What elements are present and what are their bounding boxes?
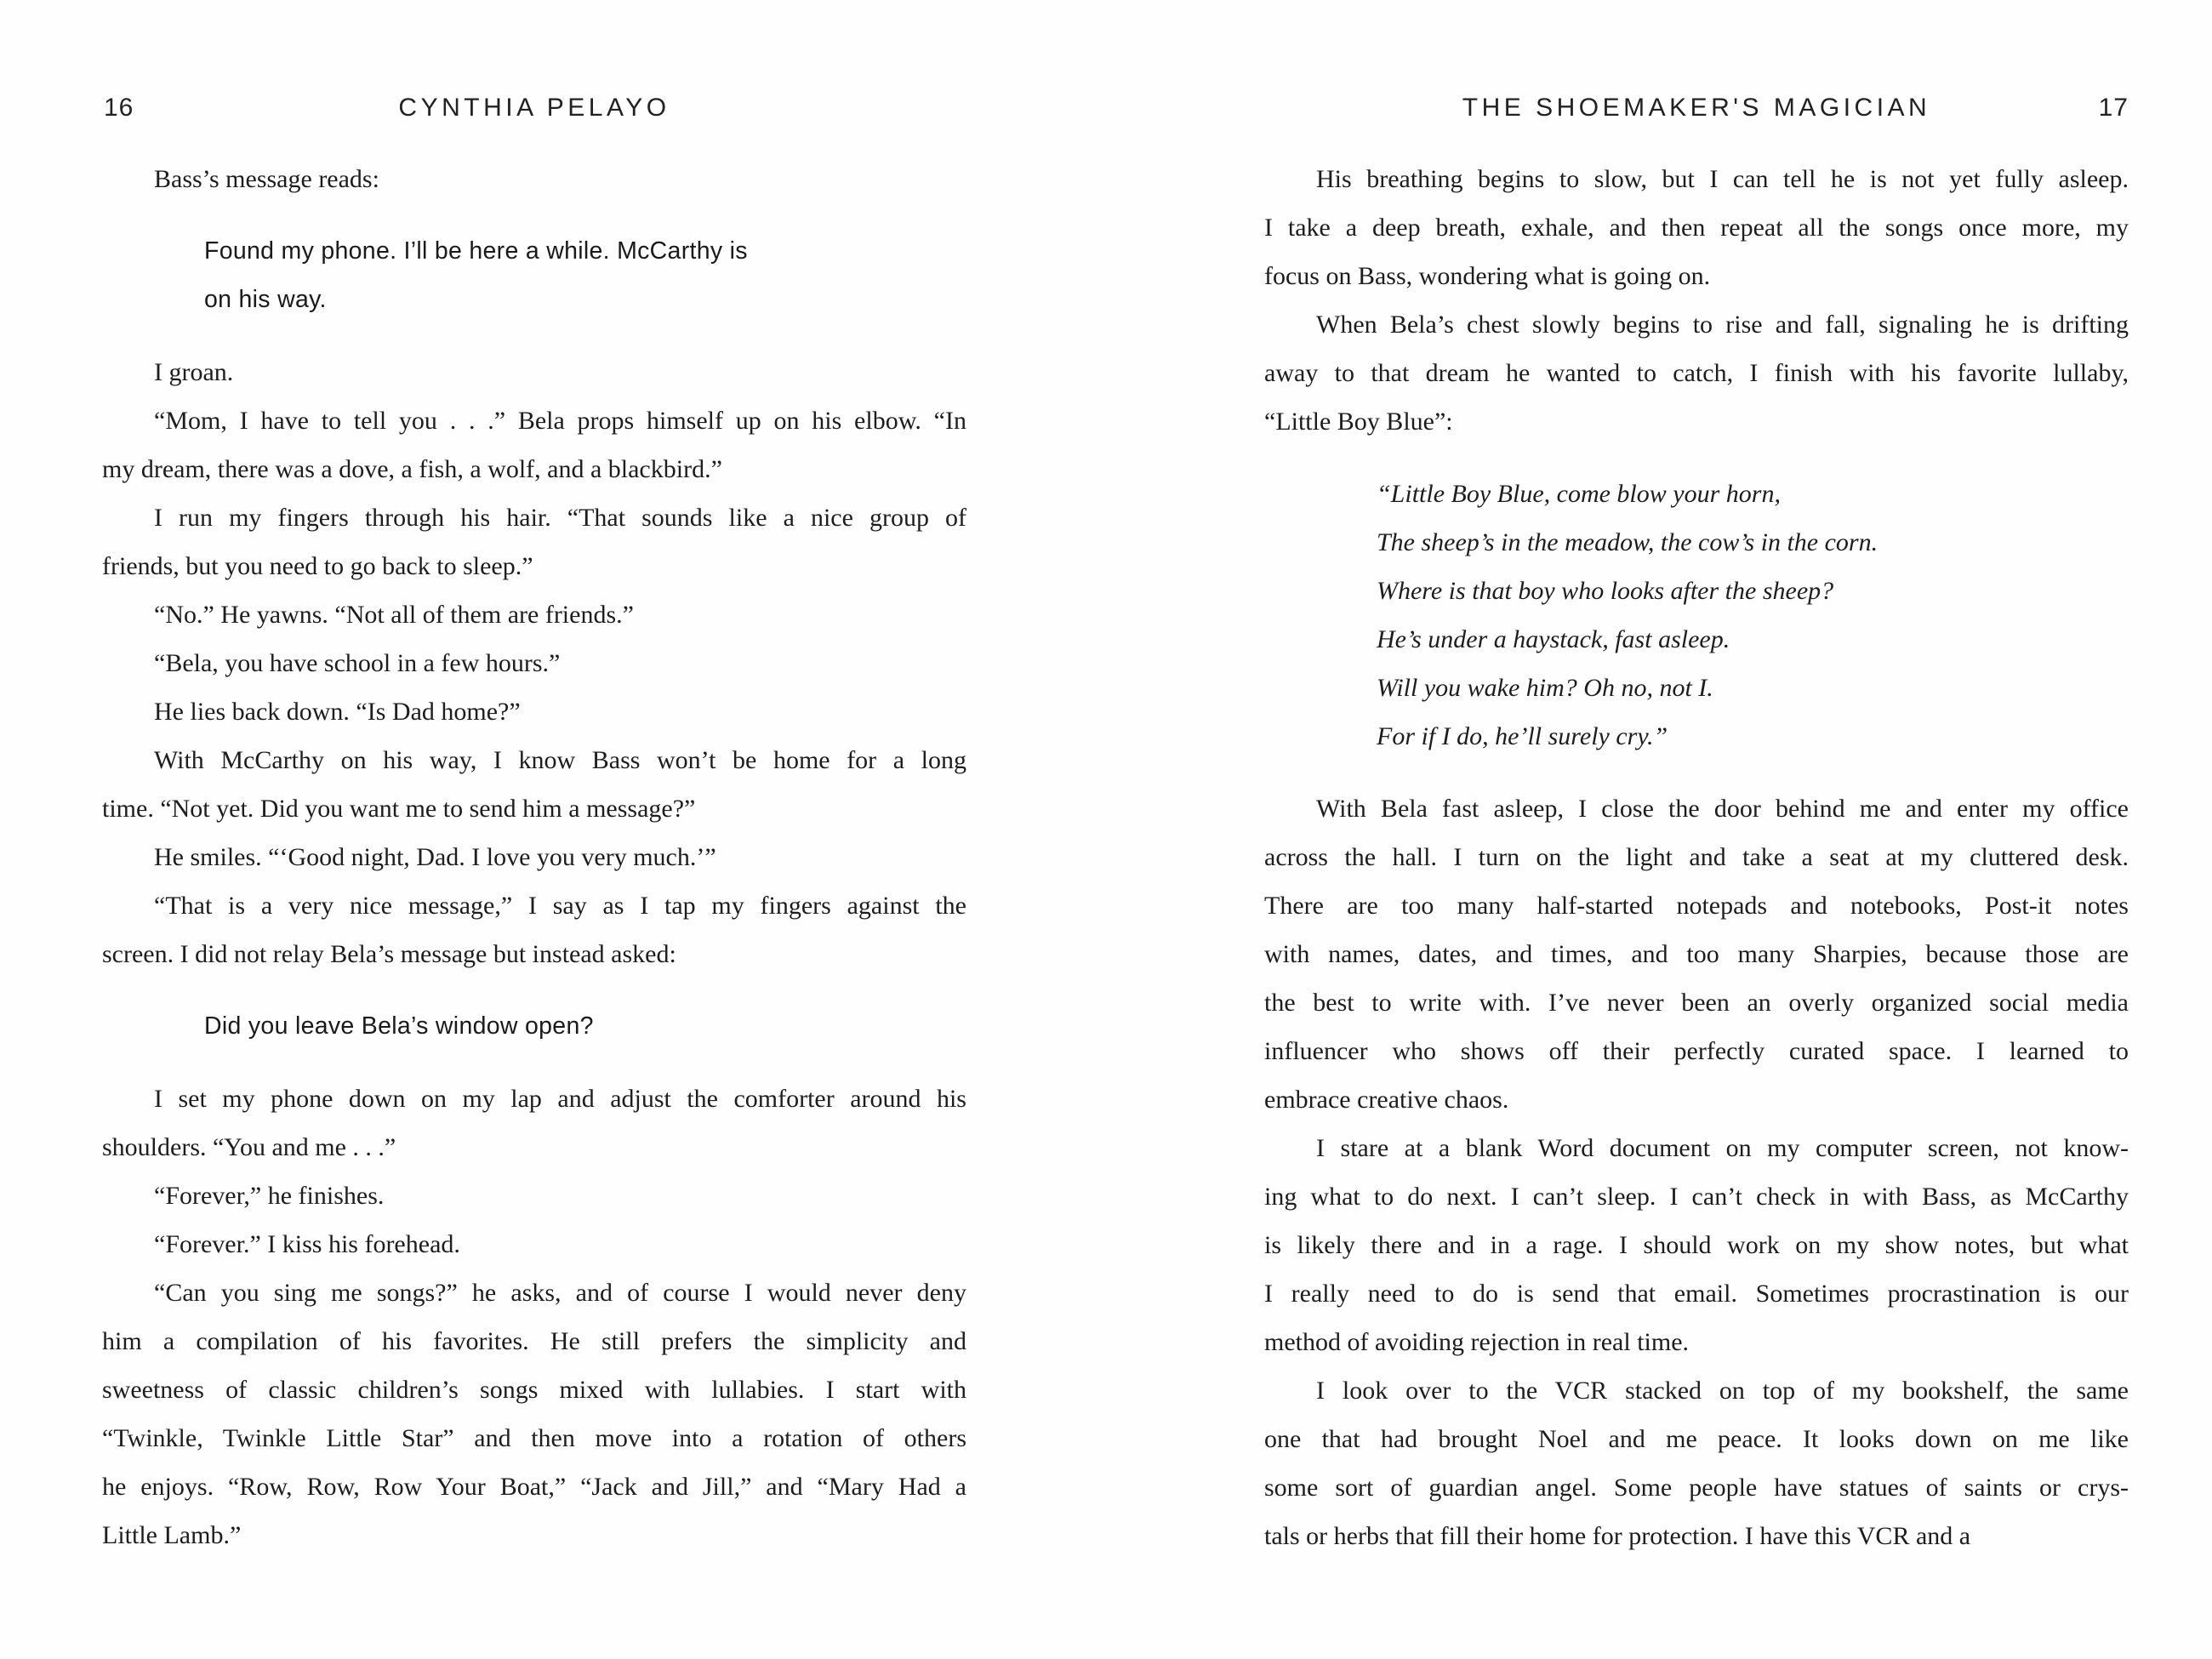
body-block [102,1172,966,1220]
text-line: shoulders. “You and me . . .” [102,1133,396,1161]
body-block [1264,784,2129,1124]
text-line: him a compilation of his favorites. He still prefers the simplicity and [102,1327,966,1355]
message-block [204,1002,915,1051]
text-line: sweetness of classic children’s songs mixed with lullabies. I start with [102,1376,966,1404]
text-line: There are too many half-started notepads and notebooks, Post-it notes [1264,892,2129,920]
body-block [102,590,966,639]
text-line: time. “Not yet. Did you want me to send him a message?” [102,795,696,823]
body-block [1264,1366,2129,1560]
text-line: friends, but you need to go back to sleep.” [102,552,533,580]
text-line: “Mom, I have to tell you . . .” Bela props himself up on his elbow. “In [154,407,966,435]
text-line: I groan. [154,358,234,386]
text-line: He smiles. “‘Good night, Dad. I love you very much.’” [154,843,716,871]
text-line: I take a deep breath, exhale, and then repeat all the songs once more, my [1264,214,2129,242]
text-line: I look over to the VCR stacked on top of my bookshelf, the same [1316,1377,2129,1405]
text-line: The sheep’s in the meadow, the cow’s in the corn. [1377,528,1878,556]
text-line: With McCarthy on his way, I know Bass won’t be home for a long [154,746,966,774]
text-line: Did you leave Bela’s window open? [204,1012,594,1040]
body-block [102,639,966,687]
running-head-title: THE SHOEMAKER'S MAGICIAN [1462,94,1931,122]
text-line: Bass’s message reads: [154,165,379,193]
text-line: When Bela’s chest slowly begins to rise and fall, signaling he is drifting [1316,311,2129,339]
body-block [102,493,966,590]
left-page-body [102,155,966,1559]
left-page-header [102,87,966,129]
body-block [102,736,966,833]
text-line: influencer who shows off their perfectly curated space. I learned to [1264,1037,2129,1065]
text-line: screen. I did not relay Bela’s message but instead asked: [102,940,676,968]
text-line: “Twinkle, Twinkle Little Star” and then move into a rotation of others [102,1424,966,1452]
text-line: focus on Bass, wondering what is going on. [1264,262,1711,290]
text-line: “Can you sing me songs?” he asks, and of course I would never deny [154,1279,966,1307]
text-line: “That is a very nice message,” I say as I tap my fingers against the [154,892,966,920]
text-line: he enjoys. “Row, Row, Row Your Boat,” “Jack and Jill,” and “Mary Had a [102,1473,966,1501]
text-line: “Little Boy Blue, come blow your horn, [1377,480,1781,508]
text-line: I really need to do is send that email. Sometimes procrastination is our [1264,1280,2129,1308]
text-line: I set my phone down on my lap and adjust the comforter around his [154,1085,966,1113]
body-block [102,396,966,493]
text-line: method of avoiding rejection in real time. [1264,1328,1690,1356]
body-block [102,881,966,978]
right-page [1264,0,2129,1659]
verse-block [1377,470,2129,761]
text-line: Will you wake him? Oh no, not I. [1377,674,1713,702]
page-number-left: 16 [104,94,134,122]
body-block [102,687,966,736]
text-line: Where is that boy who looks after the sheep? [1377,577,1834,605]
body-block [102,348,966,396]
message-block [204,227,915,324]
text-line: “Forever.” I kiss his forehead. [154,1230,460,1258]
body-block [102,155,966,203]
text-line: His breathing begins to slow, but I can tell he is not yet fully asleep. [1316,165,2129,193]
text-line: tals or herbs that fill their home for protection. I have this VCR and a [1264,1522,1971,1550]
text-line: with names, dates, and times, and too many Sharpies, because those are [1264,940,2129,968]
text-line: on his way. [204,286,327,313]
left-page [102,0,966,1659]
text-line: is likely there and in a rage. I should work on my show notes, but what [1264,1231,2129,1259]
right-page-body [1264,155,2129,1560]
text-line: embrace creative chaos. [1264,1086,1509,1114]
text-line: some sort of guardian angel. Some people have statues of saints or crys- [1264,1474,2129,1502]
body-block [1264,155,2129,300]
body-block [102,1268,966,1559]
text-line: “Little Boy Blue”: [1264,408,1453,436]
text-line: “Bela, you have school in a few hours.” [154,649,561,677]
text-line: I run my fingers through his hair. “That sounds like a nice group of [154,504,966,532]
body-block [1264,300,2129,446]
text-line: the best to write with. I’ve never been an overly organized social media [1264,989,2129,1017]
text-line: away to that dream he wanted to catch, I finish with his favorite lullaby, [1264,359,2129,387]
text-line: ing what to do next. I can’t sleep. I can’t check in with Bass, as McCarthy [1264,1183,2129,1211]
running-head-author: CYNTHIA PELAYO [398,94,670,122]
text-line: one that had brought Noel and me peace. It looks down on me like [1264,1425,2129,1453]
text-line: Found my phone. I’ll be here a while. McCarthy is [204,237,748,265]
text-line: For if I do, he’ll surely cry.” [1377,722,1668,750]
text-line: across the hall. I turn on the light and take a seat at my cluttered desk. [1264,843,2129,871]
text-line: He’s under a haystack, fast asleep. [1377,625,1730,653]
text-line: With Bela fast asleep, I close the door behind me and enter my office [1316,795,2129,823]
text-line: my dream, there was a dove, a fish, a wolf, and a blackbird.” [102,455,722,483]
text-line: He lies back down. “Is Dad home?” [154,698,521,726]
body-block [102,833,966,881]
text-line: Little Lamb.” [102,1521,242,1549]
body-block [102,1220,966,1268]
text-line: I stare at a blank Word document on my computer screen, not know- [1316,1134,2129,1162]
page-number-right: 17 [2098,94,2129,122]
body-block [1264,1124,2129,1366]
right-page-header [1264,87,2129,129]
text-line: “Forever,” he finishes. [154,1182,385,1210]
text-line: “No.” He yawns. “Not all of them are friends.” [154,601,634,629]
body-block [102,1075,966,1172]
